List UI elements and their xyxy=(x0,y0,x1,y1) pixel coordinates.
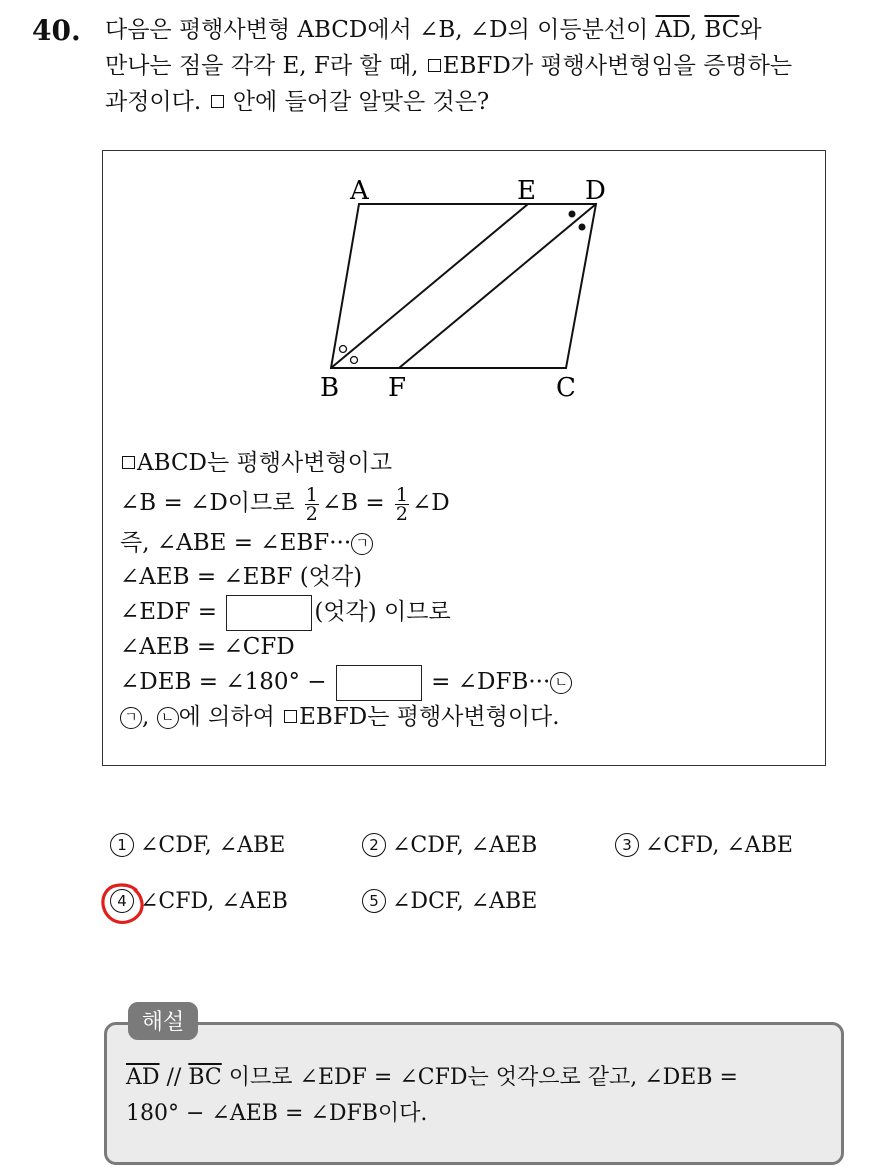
choice-label: ∠CDF, ∠AEB xyxy=(392,833,538,858)
answer-blank xyxy=(336,665,422,701)
choice-number: 5 xyxy=(362,889,386,913)
question-text-segment: 만나는 점을 각각 E, F라 할 때, xyxy=(105,53,426,79)
question-text-segment: , xyxy=(689,17,705,43)
proof-text-segment: ABCD는 평행사변형이고 xyxy=(137,450,393,476)
choice-5[interactable] xyxy=(362,889,537,914)
question-text-segment: 와 xyxy=(739,17,762,43)
fraction-numerator: 1 xyxy=(305,483,318,506)
circled-mark-nieun: ㄴ xyxy=(550,672,572,694)
proof-line-2 xyxy=(120,479,572,527)
segment-ad-overline: $\overline{AD}$ xyxy=(126,1065,160,1090)
circled-mark-giyeok: ㄱ xyxy=(351,533,373,555)
proof-text-segment: ∠AEB = ∠EBF (엇각) xyxy=(120,564,363,590)
choice-3[interactable] xyxy=(615,833,793,858)
choice-number: 3 xyxy=(615,833,639,857)
explanation-tag: 해설 xyxy=(128,1002,198,1040)
vertex-label-d: D xyxy=(585,176,606,206)
answer-blank xyxy=(226,595,312,631)
proof-line-8 xyxy=(120,701,572,733)
square-symbol-icon xyxy=(284,710,297,723)
circled-mark-nieun: ㄴ xyxy=(157,707,179,729)
selected-answer-mark xyxy=(96,878,150,930)
fraction-denominator: 2 xyxy=(395,502,409,525)
angle-mark-circle xyxy=(340,346,347,353)
fraction-half xyxy=(395,483,409,525)
proof-text-segment: ∠AEB = ∠CFD xyxy=(120,634,295,660)
parallel-symbol: // xyxy=(159,1065,189,1090)
proof-text-segment: 즉, ∠ABE = ∠EBF··· xyxy=(120,530,352,556)
choice-label: ∠CDF, ∠ABE xyxy=(140,833,286,858)
proof-text-segment: (엇각) 이므로 xyxy=(314,599,451,625)
proof-text-segment: ∠EDF = xyxy=(120,599,225,625)
choice-number: 4 xyxy=(110,889,134,913)
question-text-segment: EBFD가 평행사변형임을 증명하는 xyxy=(442,53,793,79)
proof-line-3 xyxy=(120,527,572,559)
proof-text-segment: , xyxy=(142,704,157,730)
question-number: 40. xyxy=(32,14,81,47)
vertex-label-c: C xyxy=(556,373,576,403)
explanation-line-1 xyxy=(126,1060,826,1096)
proof-text-segment: ∠DEB = ∠180° − xyxy=(120,669,334,695)
fraction-denominator: 2 xyxy=(305,502,318,525)
question-text-segment: 안에 들어갈 알맞은 것은? xyxy=(225,89,490,115)
fraction-numerator: 1 xyxy=(395,483,409,506)
red-circle-icon xyxy=(103,885,142,922)
choice-label: ∠CFD, ∠ABE xyxy=(645,833,793,858)
proof-text-segment: ∠B = xyxy=(321,490,392,516)
proof-line-6 xyxy=(120,631,572,663)
segment-bc-overline: $\overline{BC}$ xyxy=(188,1065,222,1090)
proof-text-segment: 에 의하여 xyxy=(178,704,283,730)
proof-line-7 xyxy=(120,663,572,701)
proof-text-segment: EBFD는 평행사변형이다. xyxy=(299,704,560,730)
segment-ad-overline: $\overline{AD}$ xyxy=(655,17,690,43)
vertex-label-e: E xyxy=(517,176,536,206)
vertex-label-b: B xyxy=(320,373,340,403)
proof-text-segment: = ∠DFB··· xyxy=(423,669,551,695)
proof-text xyxy=(120,447,572,733)
explanation-text-segment: 이므로 ∠EDF = ∠CFD는 엇각으로 같고, ∠DEB = xyxy=(221,1065,738,1090)
parallelogram-abcd xyxy=(331,204,596,368)
question-text-segment: 과정이다. xyxy=(105,89,209,115)
vertex-label-a: A xyxy=(350,176,369,206)
choice-2[interactable] xyxy=(362,833,537,858)
proof-line-4 xyxy=(120,561,572,593)
proof-line-5 xyxy=(120,593,572,631)
vertex-label-f: F xyxy=(388,373,407,403)
explanation-text xyxy=(126,1060,826,1132)
explanation-line-2: 180° − ∠AEB = ∠DFB이다. xyxy=(126,1101,428,1126)
question-text-segment: 다음은 평행사변형 ABCD에서 ∠B, ∠D의 이등분선이 xyxy=(105,17,656,43)
circled-mark-giyeok: ㄱ xyxy=(120,707,142,729)
fraction-half xyxy=(305,483,319,525)
choice-label: ∠DCF, ∠ABE xyxy=(392,889,538,914)
segment-bc-overline: $\overline{BC}$ xyxy=(704,17,740,43)
square-symbol-icon xyxy=(122,456,135,469)
angle-mark-dot xyxy=(569,211,576,218)
choice-number: 1 xyxy=(110,833,134,857)
angle-mark-dot xyxy=(579,224,586,231)
angle-mark-circle xyxy=(351,357,358,364)
proof-text-segment: ∠B = ∠D이므로 xyxy=(120,490,302,516)
choice-1[interactable] xyxy=(110,833,285,858)
choice-number: 2 xyxy=(362,833,386,857)
proof-line-1 xyxy=(120,447,572,479)
choice-label: ∠CFD, ∠AEB xyxy=(140,889,288,914)
proof-text-segment: ∠D xyxy=(412,490,450,516)
